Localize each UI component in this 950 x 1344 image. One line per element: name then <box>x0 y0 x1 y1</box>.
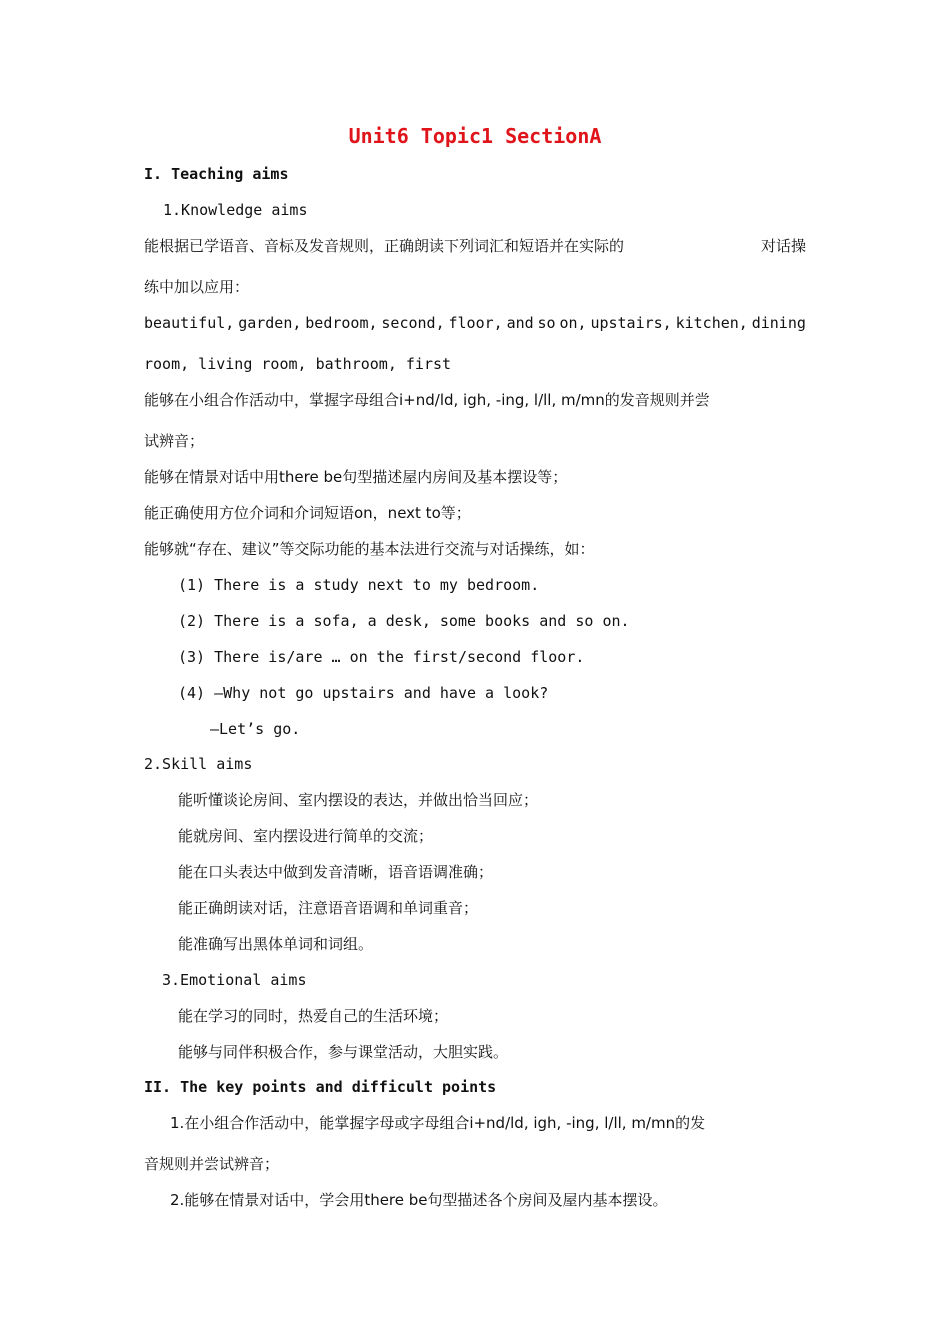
vocab-word: beautiful, <box>144 314 235 332</box>
document-title: Unit6 Topic1 SectionA <box>348 124 602 148</box>
skill-aim-item: 能就房间、室内摆设进行简单的交流； <box>178 827 434 845</box>
knowledge-paragraph-4: 能正确使用方位介词和介词短语on，next to等； <box>144 504 471 522</box>
skill-aim-item: 能听懂谈论房间、室内摆设的表达，并做出恰当回应； <box>178 791 539 809</box>
vocab-word: and <box>506 314 534 332</box>
example-sentence-1: (1) There is a study next to my bedroom. <box>178 576 540 594</box>
vocab-word: second, <box>381 314 445 332</box>
knowledge-paragraph-2-line-2: 试辨音； <box>144 432 205 450</box>
knowledge-paragraph-1-line-1-right: 对话操 <box>760 237 806 255</box>
knowledge-paragraph-2-line-1: 能够在小组合作活动中，掌握字母组合i+nd/ld, igh, -ing, l/ll, m/mn的发音规则并尝 <box>144 391 710 409</box>
vocab-word: kitchen, <box>675 314 748 332</box>
knowledge-paragraph-1-line-1-left: 能根据已学语音、音标及发音规则，正确朗读下列词汇和短语并在实际的 <box>144 237 625 255</box>
vocab-word: so <box>537 314 556 332</box>
vocab-word: bedroom, <box>305 314 378 332</box>
vocab-word: upstairs, <box>590 314 672 332</box>
emotional-aim-item: 能在学习的同时，热爱自己的生活环境； <box>178 1007 449 1025</box>
example-sentence-3: (3) There is/are … on the first/second floor. <box>178 648 585 666</box>
key-point-1-line-1: 1.在小组合作活动中，能掌握字母或字母组合i+nd/ld, igh, -ing, l/ll, m/mn的发 <box>170 1114 706 1132</box>
knowledge-paragraph-1-line-1 <box>144 236 806 256</box>
skill-aim-item: 能准确写出黑体单词和词组。 <box>178 935 374 953</box>
knowledge-paragraph-5: 能够就“存在、建议”等交际功能的基本法进行交流与对话操练，如： <box>144 540 595 558</box>
example-sentence-2: (2) There is a sofa, a desk, some books and so on. <box>178 612 630 630</box>
skill-aims-heading: 2.Skill aims <box>144 755 253 773</box>
skill-aim-item: 能正确朗读对话，注意语音语调和单词重音； <box>178 899 479 917</box>
section-1-heading: I. Teaching aims <box>144 165 289 183</box>
knowledge-aims-heading: 1.Knowledge aims <box>163 201 308 219</box>
vocab-word: floor, <box>448 314 503 332</box>
vocab-word: garden, <box>238 314 302 332</box>
vocab-word: dining <box>751 314 806 332</box>
vocabulary-line-1 <box>144 313 806 333</box>
section-2-heading: II. The key points and difficult points <box>144 1078 497 1096</box>
knowledge-paragraph-1-line-2: 练中加以应用： <box>144 278 250 296</box>
emotional-aims-heading: 3.Emotional aims <box>162 971 307 989</box>
skill-aim-item: 能在口头表达中做到发音清晰，语音语调准确； <box>178 863 494 881</box>
example-sentence-4-reply: —Let’s go. <box>210 720 301 738</box>
vocabulary-line-2: room, living room, bathroom, first <box>144 355 452 373</box>
knowledge-paragraph-3: 能够在情景对话中用there be句型描述屋内房间及基本摆设等； <box>144 468 568 486</box>
example-sentence-4: (4) —Why not go upstairs and have a look? <box>178 684 549 702</box>
vocab-word: on, <box>559 314 587 332</box>
key-point-1-line-2: 音规则并尝试辨音； <box>144 1155 280 1173</box>
key-point-2: 2.能够在情景对话中，学会用there be句型描述各个房间及屋内基本摆设。 <box>170 1191 668 1209</box>
emotional-aim-item: 能够与同伴积极合作，参与课堂活动，大胆实践。 <box>178 1043 509 1061</box>
